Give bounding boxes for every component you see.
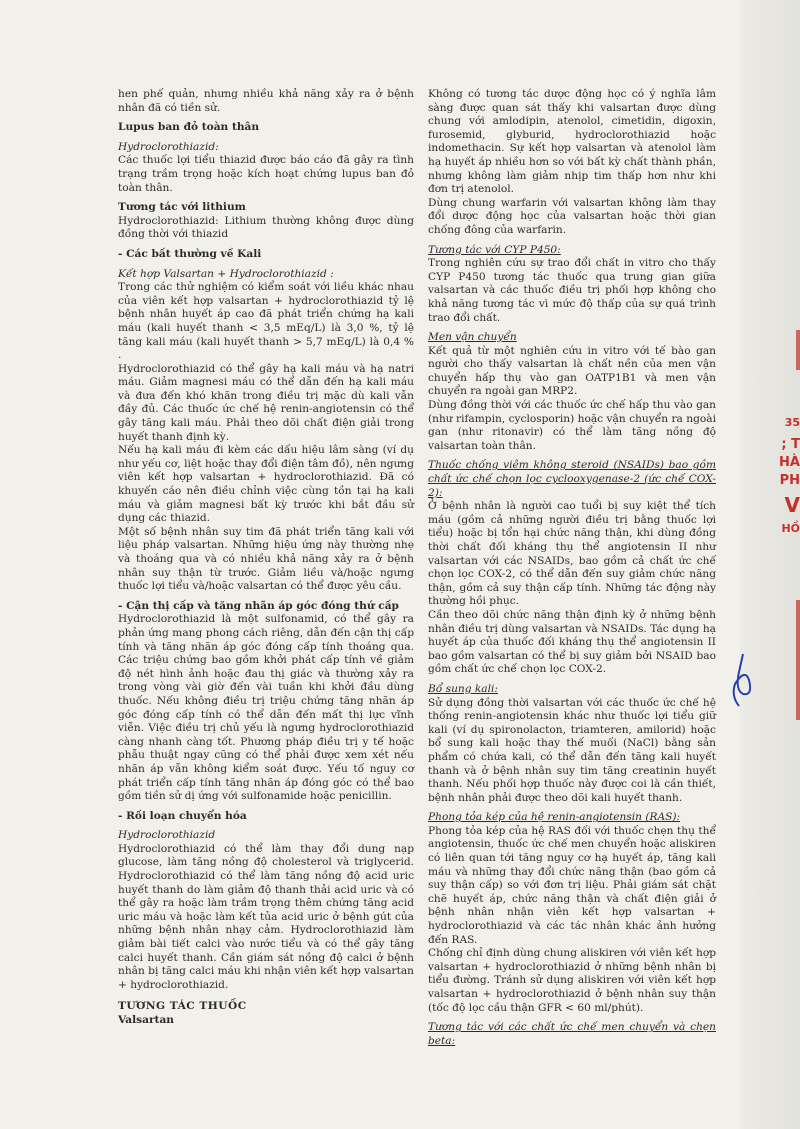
left-paragraph: hen phế quản, nhưng nhiều khả năng xảy ra ở bệnh nhân đã có tiền sử.: [118, 88, 414, 114]
left-heading: - Các bất thường về Kali: [118, 247, 262, 260]
right-paragraph: Trong nghiên cứu sự trao đổi chất in vitro cho thấy CYP P450 tương tác thuốc qua trung gian giữa valsartan và các thuốc điều trị phối hợp không cho khả năng tương tác vì mức độ thấp của sự quá trình trao đổi chất.: [428, 257, 716, 324]
margin-stamp-t: ; T: [781, 437, 800, 452]
left-paragraph: Hydroclorothiazid là một sulfonamid, có thể gây ra phản ứng mang phong cách riêng, dẫn đến cận thị cấp tính và tăng nhãn áp góc đóng cấp tính thoáng qua. Các triệu chứng bao gồm khởi phát cấp tính về giảm độ nét hình ảnh hoặc đau thị giác và thường xảy ra trong vòng vài giờ đến vài tuần khi khởi đầu dùng thuốc. Nếu không điều trị triệu chứng tăng nhãn áp góc đóng cấp tính có thể dẫn đến mất thị lực vĩnh viễn. Việc điều trị chủ yếu là ngưng hydroclorothiazid càng nhanh càng tốt. Phương pháp điều trị y tế hoặc phẫu thuật ngay cũng có thể phải được xem xét nếu nhãn áp vẫn không kiểm soát được. Yếu tố nguy cơ phát triển cấp tính tăng nhãn áp đóng góc có thể bao gồm tiền sử dị ứng với sulfonamide hoặc penicillin.: [118, 613, 414, 803]
margin-stamp-v: V: [784, 493, 800, 517]
left-paragraph: Hydroclorothiazid: Lithium thường không được dùng đồng thời với thiazid: [118, 214, 414, 241]
left-paragraph: Các thuốc lợi tiểu thiazid được báo cáo đã gây ra tình trạng trầm trọng hoặc kích hoạt chứng lupus ban đỏ toàn thân.: [118, 154, 414, 194]
page-edge-shadow: [740, 0, 800, 1129]
left-paragraph: Một số bệnh nhân suy tim đã phát triển tăng kali với liệu pháp valsartan. Những hiệu ứng này thường nhẹ và thoáng qua và có nhiều khả năng xảy ra ở bệnh nhân suy thận từ trước. Giảm liều và/hoặc ngưng thuốc lợi tiểu và/hoặc valsartan có thể được yêu cầu.: [118, 525, 414, 593]
left-subheading: Hydroclorothiazid:: [118, 140, 219, 153]
right-paragraph: Kết quả từ một nghiên cứu in vitro với tế bào gan người cho thấy valsartan là chất nền của men vận chuyển hấp thụ vào gan OATP1B1 và men vận chuyển ra ngoài gan MRP2.: [428, 344, 716, 398]
margin-stamp-35: 35: [784, 416, 800, 429]
left-heading: TƯƠNG TÁC THUỐC: [118, 1000, 247, 1013]
right-paragraph: Sử dụng đồng thời valsartan với các thuốc ức chế hệ thống renin-angiotensin khác như thuốc lợi tiểu giữ kali (ví dụ spironolacton, triamteren, amilorid) hoặc bổ sung kali hoặc thay thế muối (NaCl) bằng sản phẩm có chứa kali, có thể dẫn đến tăng kali huyết thanh và ở bệnh nhân suy tim tăng creatinin huyết thanh. Nếu phối hợp thuốc này được coi là cần thiết, bệnh nhân phải được theo dõi kali huyết thanh.: [428, 696, 716, 804]
margin-stamp-ho: HỒ: [781, 522, 800, 535]
margin-stamp-ha: HÀ: [779, 455, 800, 470]
left-column: [118, 88, 414, 1028]
left-heading: Valsartan: [118, 1014, 175, 1026]
right-subheading: Bổ sung kali:: [428, 682, 498, 695]
red-edge-mark: [796, 600, 800, 720]
right-paragraph: Dùng đồng thời với các thuốc ức chế hấp thu vào gan (như rifampin, cyclosporin) hoặc vận chuyển ra ngoài gan (như ritonavir) có thể làm tăng nồng độ valsartan toàn thân.: [428, 399, 716, 452]
left-subheading: Hydroclorothiazid: [118, 829, 216, 842]
margin-stamp-ph: PH: [779, 473, 800, 488]
red-edge-mark: [796, 330, 800, 370]
left-paragraph: Hydroclorothiazid có thể gây hạ kali máu và hạ natri máu. Giảm magnesi máu có thể dẫn đến hạ kali máu và đưa đến khó khăn trong điều trị mặc dù kali vẫn đầy đủ. Các thuốc ức chế hệ renin-angiotensin có thể gây tăng kali máu. Phải theo dõi chất điện giải trong huyết thanh định kỳ.: [118, 362, 414, 443]
right-paragraph: Phong tỏa kép của hệ RAS đối với thuốc chẹn thụ thể angiotensin, thuốc ức chế men chuyển hoặc aliskiren có liên quan tới tăng nguy cơ hạ huyết áp, tăng kali máu và những thay đổi chức năng thận (bao gồm cả suy thận cấp) so với đơn trị liệu. Phải giám sát chặt chẽ huyết áp, chức năng thận và chất điện giải ở bệnh nhân nhận viên kết hợp valsartan + hydroclorothiazid và các tác nhân khác ảnh hưởng đến RAS.: [428, 824, 716, 946]
left-paragraph: Hydroclorothiazid có thể làm thay đổi dung nạp glucose, làm tăng nồng độ cholesterol và triglycerid. Hydroclorothiazid có thể làm tăng nồng độ acid uric huyết thanh do làm giảm độ thanh thải acid uric và có thể gây ra hoặc làm trầm trọng thêm chứng tăng acid uric máu và hoặc làm kết tủa acid uric ở bệnh gút của những bệnh nhân nhạy cảm. Hydroclorothiazid làm giảm bài tiết calci vào nước tiểu và có thể gây tăng calci huyết thanh. Cần giám sát nồng độ calci ở bệnh nhân bị tăng calci máu khi nhận viên kết hợp valsartan + hydroclorothiazid.: [118, 842, 414, 991]
right-paragraph: Không có tương tác dược động học có ý nghĩa lâm sàng được quan sát thấy khi valsartan được dùng chung với amlodipin, atenolol, cimetidin, digoxin, furosemid, glyburid, hydroclorothiazid hoặc indomethacin. Sự kết hợp valsartan và atenolol làm hạ huyết áp nhiều hơn so với bất kỳ chất thành phần, nhưng không làm giảm nhịp tim thấp hơn như khi đơn trị atenolol.: [428, 88, 716, 196]
left-subheading: Kết hợp Valsartan + Hydroclorothiazid :: [118, 267, 334, 280]
right-subheading: Tương tác với các chất ức chế men chuyển và chẹn beta:: [428, 1021, 716, 1047]
right-column: [428, 88, 716, 1048]
right-subheading: Men vận chuyển: [428, 331, 517, 344]
left-paragraph: Nếu hạ kali máu đi kèm các dấu hiệu lâm sàng (ví dụ như yếu cơ, liệt hoặc thay đổi điện tâm đồ), nên ngưng viên kết hợp valsartan + hydroclorothiazid. Đã có khuyến cáo nên điều chỉnh việc cùng tồn tại hạ kali máu và giảm magnesi bất kỳ trước khi bắt đầu sử dụng các thiazid.: [118, 444, 414, 525]
right-subheading: Tương tác với CYP P450:: [428, 243, 561, 256]
left-heading: - Cận thị cấp và tăng nhãn áp góc đóng thứ cấp: [118, 599, 399, 612]
pen-signature-mark: [725, 650, 765, 710]
right-subheading: Phong tỏa kép của hệ renin-angiotensin (RAS):: [428, 811, 681, 824]
left-paragraph: Trong các thử nghiệm có kiểm soát với liều khác nhau của viên kết hợp valsartan + hydroclorothiazid tỷ lệ bệnh nhân huyết áp cao đã phát triển chứng hạ kali máu (kali huyết thanh < 3,5 mEq/L) là 3,0 %, tỷ lệ tăng kali máu (kali huyết thanh > 5,7 mEq/L) là 0,4 % .: [118, 281, 414, 362]
right-subheading: Thuốc chống viêm không steroid (NSAIDs) bao gồm chất ức chế chọn lọc cyclooxygenase-2 (ức chế COX-2):: [428, 459, 716, 499]
left-heading: Tương tác với lithium: [118, 201, 246, 214]
left-heading: Lupus ban đỏ toàn thân: [118, 121, 260, 134]
right-paragraph: Dùng chung warfarin với valsartan không làm thay đổi dược động học của valsartan hoặc thời gian chống đông của warfarin.: [428, 196, 716, 236]
right-paragraph: Ở bệnh nhân là người cao tuổi bị suy kiệt thể tích máu (gồm cả những người điều trị bằng thuốc lợi tiểu) hoặc bị tổn hại chức năng thận, khi dùng đồng thời chất đối kháng thụ thể angiotensin II như valsartan với các NSAIDs, bao gồm cả chất ức chế chọn lọc COX-2, có thể dẫn đến suy giảm chức năng thận, gồm cả suy thận cấp tính. Những tác động này thường hồi phục.: [428, 500, 716, 608]
right-paragraph: Chống chỉ định dùng chung aliskiren với viên kết hợp valsartan + hydroclorothiazid ở những bệnh nhân bị tiểu đường. Tránh sử dụng aliskiren với viên kết hợp valsartan + hydroclorothiazid ở bệnh nhân suy thận (tốc độ lọc cầu thận GFR < 60 ml/phút).: [428, 947, 716, 1014]
right-paragraph: Cần theo dõi chức năng thận định kỳ ở những bệnh nhân điều trị dùng valsartan và NSAIDs. Tác dụng hạ huyết áp của thuốc đối kháng thụ thể angiotensin II bao gồm valsartan có thể bị suy giảm bởi NSAID bao gồm chất ức chế chọn lọc COX-2.: [428, 608, 716, 676]
left-heading: - Rối loạn chuyển hóa: [118, 809, 247, 822]
